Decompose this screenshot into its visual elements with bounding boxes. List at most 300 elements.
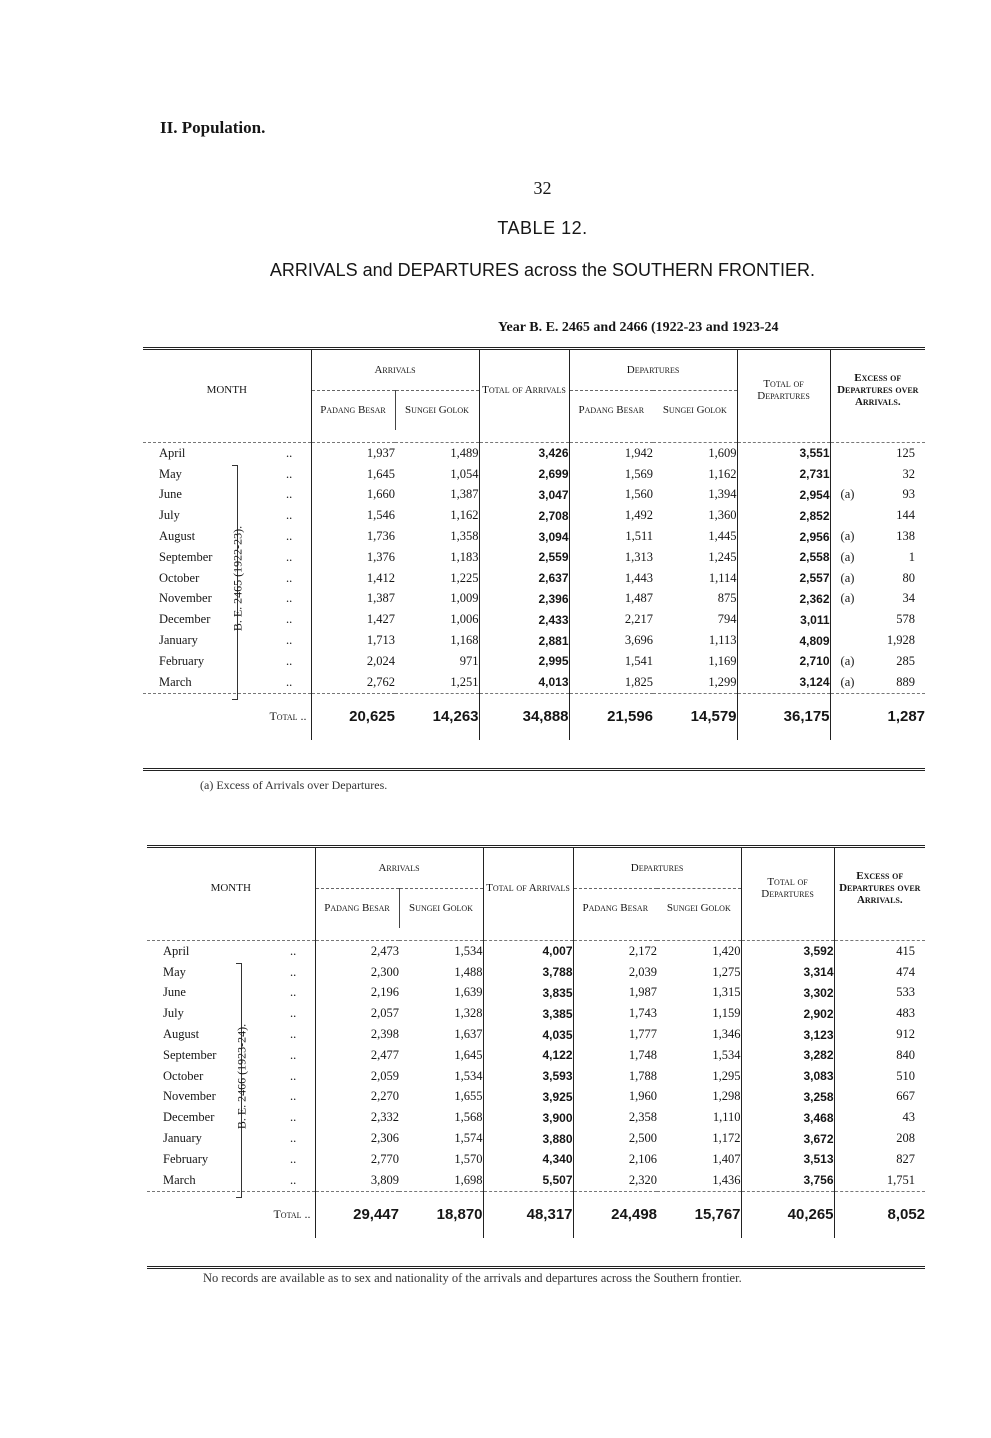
total-arrivals-cell: 2,708: [479, 505, 569, 526]
padang-besar-departures-cell: 1,492: [569, 505, 653, 526]
excess-value: 533: [896, 985, 916, 1000]
padang-besar-departures-cell: 1,777: [573, 1024, 657, 1045]
excess-value: 1,751: [886, 1172, 916, 1187]
sungei-golok-departures-cell: 1,436: [712, 1172, 741, 1187]
month-label: September: [159, 549, 213, 564]
sungei-golok-departures-cell: 1,445: [708, 529, 737, 544]
sungei-golok-arrivals-cell: 1,637: [454, 1027, 483, 1042]
sungei-golok-departures-cell: 1,113: [708, 633, 737, 648]
excess-cell: [834, 1149, 925, 1170]
table-row: [147, 983, 925, 1004]
month-label: June: [159, 487, 182, 502]
total-arrivals-cell: 2,699: [479, 464, 569, 485]
padang-besar-arrivals-cell: 2,196: [315, 983, 399, 1004]
total-arrivals-cell: 2,995: [479, 651, 569, 672]
month-label: November: [159, 591, 212, 606]
sungei-golok-arrivals-cell: 1,387: [450, 487, 479, 502]
padang-besar-arrivals-cell: 1,660: [311, 485, 395, 506]
excess-cell: [830, 609, 925, 630]
total-arrivals-header: Total of Arrivals: [483, 848, 573, 928]
total-arrivals-cell: 4,340: [483, 1149, 573, 1170]
excess-cell: [834, 1045, 925, 1066]
excess-cell: [830, 443, 925, 464]
bottom-note: No records are available as to sex and nationality of the arrivals and departures across the Southern frontier.: [203, 1271, 742, 1285]
table-title: ARRIVALS and DEPARTURES across the SOUTHERN FRONTIER.: [269, 260, 816, 280]
sungei-golok-arrivals-cell: 1,225: [450, 570, 479, 585]
total-sungei-golok-arrivals: 14,263: [395, 693, 479, 740]
total-arrivals-cell: 2,637: [479, 568, 569, 589]
total-sungei-golok-departures: 14,579: [653, 693, 737, 740]
month-cell: [147, 1128, 315, 1149]
sungei-golok-departures-cell: 1,394: [708, 487, 737, 502]
excess-value: 483: [896, 1006, 916, 1021]
month-cell: [143, 568, 311, 589]
excess-cell: [830, 672, 925, 693]
padang-besar-departures-cell: 1,443: [569, 568, 653, 589]
sungei-golok-departures-cell: 1,346: [712, 1027, 741, 1042]
excess-cell: [834, 1170, 925, 1191]
sungei-golok-departures-cell: 1,420: [712, 943, 741, 958]
month-cell: [143, 505, 311, 526]
padang-besar-arrivals-cell: 1,645: [311, 464, 395, 485]
padang-besar-arrivals-cell: 1,937: [311, 443, 395, 464]
padang-besar-departures-cell: 2,106: [573, 1149, 657, 1170]
month-cell: [147, 941, 315, 962]
total-departures-header: Total of Departures: [737, 350, 830, 430]
sungei-golok-arrivals-cell: 1,568: [454, 1110, 483, 1125]
dot-leader: ..: [286, 529, 293, 544]
table-row: [143, 485, 925, 506]
padang-besar-arrivals-cell: 2,770: [315, 1149, 399, 1170]
excess-mark: (a): [840, 570, 855, 585]
total-arrivals-cell: 2,396: [479, 589, 569, 610]
excess-header: Excess of Departures over Arrivals.: [834, 848, 925, 928]
excess-mark: (a): [840, 674, 855, 689]
total-row: [143, 693, 925, 740]
total-departures-cell: 3,672: [741, 1128, 834, 1149]
total-arrivals-cell: 3,925: [483, 1087, 573, 1108]
excess-cell: [834, 941, 925, 962]
sungei-golok-arrivals-cell: 1,489: [450, 445, 479, 460]
month-label: January: [163, 1131, 202, 1146]
total-departures: 36,175: [737, 693, 830, 740]
month-cell: [143, 589, 311, 610]
padang-besar-departures-cell: 1,748: [573, 1045, 657, 1066]
excess-cell: [830, 464, 925, 485]
excess-value: 285: [896, 653, 916, 668]
excess-cell: [830, 568, 925, 589]
month-label: October: [159, 570, 200, 585]
month-header: MONTH: [210, 882, 251, 894]
sungei-golok-arrivals-cell: 1,168: [450, 633, 479, 648]
padang-besar-arrivals-cell: 1,713: [311, 630, 395, 651]
sungei-golok-arrivals-cell: 1,639: [454, 985, 483, 1000]
departures-header: Departures: [569, 350, 737, 390]
dot-leader: ..: [290, 1006, 297, 1021]
sungei-golok-departures-cell: 1,110: [712, 1110, 741, 1125]
dot-leader: ..: [290, 1047, 297, 1062]
dot-leader: ..: [290, 985, 297, 1000]
total-arrivals-cell: 3,900: [483, 1107, 573, 1128]
arrivals-header: Arrivals: [315, 848, 483, 888]
total-departures-cell: 3,258: [741, 1087, 834, 1108]
dot-leader: ..: [286, 549, 293, 564]
total-departures-cell: 2,731: [737, 464, 830, 485]
table-row: [143, 464, 925, 485]
excess-value: 510: [896, 1068, 916, 1083]
month-header: MONTH: [206, 384, 247, 396]
padang-besar-arrivals-cell: 2,059: [315, 1066, 399, 1087]
sungei-golok-departures-cell: 1,114: [708, 570, 737, 585]
total-departures-header: Total of Departures: [741, 848, 834, 928]
excess-value: 138: [896, 529, 916, 544]
dot-leader: ..: [286, 633, 293, 648]
total-departures-cell: 2,902: [741, 1003, 834, 1024]
sungei-golok-departures-cell: 1,169: [708, 653, 737, 668]
table-row: [143, 568, 925, 589]
excess-cell: [834, 1128, 925, 1149]
table-row: [143, 589, 925, 610]
padang-besar-arrivals-cell: 1,387: [311, 589, 395, 610]
dot-leader: ..: [290, 1110, 297, 1125]
table-1922-23: [143, 347, 925, 771]
padang-besar-arrivals-cell: 1,546: [311, 505, 395, 526]
dot-leader: ..: [290, 1131, 297, 1146]
padang-besar-arrivals-cell: 2,300: [315, 962, 399, 983]
table-row: [147, 1045, 925, 1066]
sungei-golok-departures-cell: 1,159: [712, 1006, 741, 1021]
table-row: [147, 1107, 925, 1128]
table-row: [147, 1066, 925, 1087]
padang-besar-departures-header: Padang Besar: [569, 390, 653, 430]
excess-value: 912: [896, 1027, 916, 1042]
total-arrivals-cell: 3,593: [483, 1066, 573, 1087]
excess-cell: [834, 1066, 925, 1087]
sungei-golok-arrivals-cell: 1,698: [454, 1172, 483, 1187]
total-dots: ..: [304, 1207, 311, 1222]
sungei-golok-arrivals-cell: 1,183: [450, 549, 479, 564]
sungei-golok-departures-cell: 794: [717, 612, 737, 627]
excess-cell: [834, 962, 925, 983]
padang-besar-arrivals-cell: 1,412: [311, 568, 395, 589]
month-cell: [147, 1024, 315, 1045]
table-row: [147, 1024, 925, 1045]
excess-mark: (a): [840, 653, 855, 668]
excess-value: 827: [896, 1151, 916, 1166]
table-row: [143, 526, 925, 547]
month-label: May: [163, 964, 186, 979]
total-departures-cell: 3,468: [741, 1107, 834, 1128]
excess-cell: [830, 547, 925, 568]
padang-besar-departures-cell: 1,569: [569, 464, 653, 485]
total-departures-cell: 4,809: [737, 630, 830, 651]
padang-besar-arrivals-cell: 2,398: [315, 1024, 399, 1045]
dot-leader: ..: [290, 1172, 297, 1187]
padang-besar-departures-cell: 1,788: [573, 1066, 657, 1087]
total-departures-cell: 3,124: [737, 672, 830, 693]
total-departures-cell: 2,362: [737, 589, 830, 610]
padang-besar-departures-cell: 1,942: [569, 443, 653, 464]
padang-besar-arrivals-cell: 2,024: [311, 651, 395, 672]
period-label: B. E. 2465 (1922-23).: [230, 525, 245, 632]
total-departures-cell: 2,557: [737, 568, 830, 589]
total-arrivals-cell: 2,881: [479, 630, 569, 651]
sungei-golok-departures-cell: 1,298: [712, 1089, 741, 1104]
table-row: [147, 1087, 925, 1108]
excess-cell: [830, 526, 925, 547]
dot-leader: ..: [290, 964, 297, 979]
month-label: August: [163, 1027, 200, 1042]
total-arrivals-cell: 5,507: [483, 1170, 573, 1191]
padang-besar-arrivals-cell: 2,057: [315, 1003, 399, 1024]
excess-cell: [830, 630, 925, 651]
excess-cell: [830, 485, 925, 506]
padang-besar-arrivals-cell: 2,270: [315, 1087, 399, 1108]
table-row: [143, 630, 925, 651]
total-padang-besar-departures: 21,596: [569, 693, 653, 740]
excess-mark: (a): [840, 591, 855, 606]
total-padang-besar-departures: 24,498: [573, 1191, 657, 1238]
total-arrivals-header: Total of Arrivals: [479, 350, 569, 430]
total-label: Total: [273, 1207, 302, 1222]
sungei-golok-arrivals-cell: 1,251: [450, 674, 479, 689]
padang-besar-departures-cell: 3,696: [569, 630, 653, 651]
sungei-golok-arrivals-cell: 1,162: [450, 508, 479, 523]
excess-value: 144: [896, 508, 916, 523]
total-departures-cell: 2,852: [737, 505, 830, 526]
month-label: October: [163, 1068, 204, 1083]
padang-besar-departures-cell: 2,172: [573, 941, 657, 962]
excess-mark: (a): [840, 487, 855, 502]
table-row: [147, 1149, 925, 1170]
sungei-golok-arrivals-cell: 1,655: [454, 1089, 483, 1104]
footnote-a: (a) Excess of Arrivals over Departures.: [200, 778, 388, 792]
sungei-golok-arrivals-cell: 1,645: [454, 1047, 483, 1062]
dot-leader: ..: [286, 508, 293, 523]
excess-value: 34: [902, 591, 916, 606]
table-row: [147, 1128, 925, 1149]
total-departures-cell: 3,011: [737, 609, 830, 630]
sungei-golok-departures-cell: 1,245: [708, 549, 737, 564]
dot-leader: ..: [286, 466, 293, 481]
excess-value: 32: [902, 466, 916, 481]
total-arrivals: 48,317: [483, 1191, 573, 1238]
total-departures-cell: 3,123: [741, 1024, 834, 1045]
month-cell: [147, 1107, 315, 1128]
table-row: [143, 505, 925, 526]
padang-besar-departures-cell: 2,217: [569, 609, 653, 630]
month-cell: [147, 962, 315, 983]
padang-besar-departures-cell: 1,560: [569, 485, 653, 506]
total-departures-cell: 3,314: [741, 962, 834, 983]
dot-leader: ..: [286, 612, 293, 627]
sungei-golok-departures-cell: 1,315: [712, 985, 741, 1000]
total-departures-cell: 3,083: [741, 1066, 834, 1087]
total-departures-cell: 3,513: [741, 1149, 834, 1170]
sungei-golok-arrivals-header: Sungei Golok: [395, 390, 479, 430]
sungei-golok-departures-cell: 1,407: [712, 1151, 741, 1166]
month-cell: [147, 1149, 315, 1170]
dot-leader: ..: [286, 653, 293, 668]
total-padang-besar-arrivals: 20,625: [311, 693, 395, 740]
sungei-golok-arrivals-cell: 1,488: [454, 964, 483, 979]
sungei-golok-arrivals-header: Sungei Golok: [399, 888, 483, 928]
padang-besar-arrivals-cell: 2,473: [315, 941, 399, 962]
excess-value: 474: [896, 964, 916, 979]
excess-cell: [834, 1003, 925, 1024]
excess-header: Excess of Departures over Arrivals.: [830, 350, 925, 430]
month-cell: [147, 983, 315, 1004]
sungei-golok-arrivals-cell: 1,570: [454, 1151, 483, 1166]
total-departures-cell: 2,956: [737, 526, 830, 547]
table-row: [143, 443, 925, 464]
total-departures-cell: 3,756: [741, 1170, 834, 1191]
excess-value: 889: [896, 674, 916, 689]
month-cell: [143, 609, 311, 630]
year-line: Year B. E. 2465 and 2466 (1922-23 and 1923-24: [498, 320, 779, 335]
excess-cell: [834, 1107, 925, 1128]
total-padang-besar-arrivals: 29,447: [315, 1191, 399, 1238]
table-row: [143, 651, 925, 672]
sungei-golok-departures-cell: 1,299: [708, 674, 737, 689]
table-row: [143, 609, 925, 630]
total-arrivals-cell: 2,559: [479, 547, 569, 568]
month-label: June: [163, 985, 186, 1000]
table-row: [147, 1003, 925, 1024]
table-1923-24: [147, 845, 925, 1269]
excess-mark: (a): [840, 549, 855, 564]
sungei-golok-arrivals-cell: 1,358: [450, 529, 479, 544]
total-row: [147, 1191, 925, 1238]
padang-besar-arrivals-cell: 1,427: [311, 609, 395, 630]
excess-value: 1,928: [886, 633, 916, 648]
padang-besar-arrivals-header: Padang Besar: [311, 390, 395, 430]
excess-value: 415: [896, 943, 916, 958]
page-number: 32: [533, 178, 552, 198]
sungei-golok-departures-cell: 1,609: [708, 445, 737, 460]
total-arrivals: 34,888: [479, 693, 569, 740]
excess-cell: [830, 505, 925, 526]
month-cell: [147, 1003, 315, 1024]
total-departures-cell: 3,551: [737, 443, 830, 464]
excess-cell: [834, 1024, 925, 1045]
padang-besar-arrivals-header: Padang Besar: [315, 888, 399, 928]
padang-besar-departures-cell: 1,960: [573, 1087, 657, 1108]
padang-besar-departures-header: Padang Besar: [573, 888, 657, 928]
excess-value: 43: [902, 1110, 916, 1125]
total-departures-cell: 2,558: [737, 547, 830, 568]
total-sungei-golok-arrivals: 18,870: [399, 1191, 483, 1238]
padang-besar-arrivals-cell: 1,736: [311, 526, 395, 547]
total-arrivals-cell: 3,880: [483, 1128, 573, 1149]
padang-besar-departures-cell: 1,541: [569, 651, 653, 672]
sungei-golok-arrivals-cell: 1,534: [454, 943, 483, 958]
month-label: April: [159, 445, 186, 460]
month-label: July: [159, 508, 180, 523]
padang-besar-arrivals-cell: 3,809: [315, 1170, 399, 1191]
total-departures-cell: 3,592: [741, 941, 834, 962]
month-cell: [147, 1045, 315, 1066]
excess-value: 840: [896, 1047, 916, 1062]
table-number: TABLE 12.: [497, 218, 588, 238]
excess-value: 125: [896, 445, 916, 460]
total-excess: 1,287: [830, 693, 925, 740]
month-cell: [143, 464, 311, 485]
month-label: April: [163, 943, 190, 958]
month-label: September: [163, 1047, 217, 1062]
sungei-golok-departures-cell: 1,162: [708, 466, 737, 481]
month-label: December: [159, 612, 211, 627]
padang-besar-arrivals-cell: 2,332: [315, 1107, 399, 1128]
total-departures: 40,265: [741, 1191, 834, 1238]
total-departures-cell: 2,710: [737, 651, 830, 672]
total-dots: ..: [300, 709, 307, 724]
sungei-golok-arrivals-cell: 1,328: [454, 1006, 483, 1021]
dot-leader: ..: [286, 487, 293, 502]
table-row: [147, 962, 925, 983]
dot-leader: ..: [290, 943, 297, 958]
padang-besar-departures-cell: 2,358: [573, 1107, 657, 1128]
month-cell: [147, 1087, 315, 1108]
excess-cell: [834, 1087, 925, 1108]
sungei-golok-arrivals-cell: 1,009: [450, 591, 479, 606]
padang-besar-departures-cell: 1,487: [569, 589, 653, 610]
table-row: [147, 941, 925, 962]
month-label: March: [159, 674, 192, 689]
month-cell: [143, 672, 311, 693]
padang-besar-departures-cell: 1,511: [569, 526, 653, 547]
sungei-golok-departures-cell: 1,172: [712, 1131, 741, 1146]
month-cell: [147, 1066, 315, 1087]
sungei-golok-arrivals-cell: 1,006: [450, 612, 479, 627]
month-label: February: [159, 653, 205, 668]
table-row: [143, 547, 925, 568]
padang-besar-departures-cell: 1,313: [569, 547, 653, 568]
padang-besar-departures-cell: 1,825: [569, 672, 653, 693]
month-label: July: [163, 1006, 184, 1021]
total-arrivals-cell: 3,094: [479, 526, 569, 547]
excess-cell: [834, 983, 925, 1004]
month-cell: [143, 630, 311, 651]
excess-value: 93: [902, 487, 916, 502]
total-arrivals-cell: 4,122: [483, 1045, 573, 1066]
total-arrivals-cell: 3,426: [479, 443, 569, 464]
arrivals-header: Arrivals: [311, 350, 479, 390]
total-sungei-golok-departures: 15,767: [657, 1191, 741, 1238]
excess-value: 1: [908, 549, 916, 564]
departures-header: Departures: [573, 848, 741, 888]
total-excess: 8,052: [834, 1191, 925, 1238]
total-arrivals-cell: 4,007: [483, 941, 573, 962]
excess-value: 208: [896, 1131, 916, 1146]
sungei-golok-arrivals-cell: 971: [459, 653, 479, 668]
dot-leader: ..: [286, 570, 293, 585]
month-cell: [143, 485, 311, 506]
dot-leader: ..: [286, 445, 293, 460]
dot-leader: ..: [290, 1068, 297, 1083]
total-arrivals-cell: 3,385: [483, 1003, 573, 1024]
dot-leader: ..: [290, 1089, 297, 1104]
excess-value: 578: [896, 612, 916, 627]
total-arrivals-cell: 4,013: [479, 672, 569, 693]
month-cell: [143, 651, 311, 672]
sungei-golok-arrivals-cell: 1,534: [454, 1068, 483, 1083]
total-label: Total: [269, 709, 298, 724]
dot-leader: ..: [286, 674, 293, 689]
sungei-golok-departures-cell: 1,534: [712, 1047, 741, 1062]
excess-mark: (a): [840, 529, 855, 544]
sungei-golok-departures-cell: 875: [717, 591, 737, 606]
